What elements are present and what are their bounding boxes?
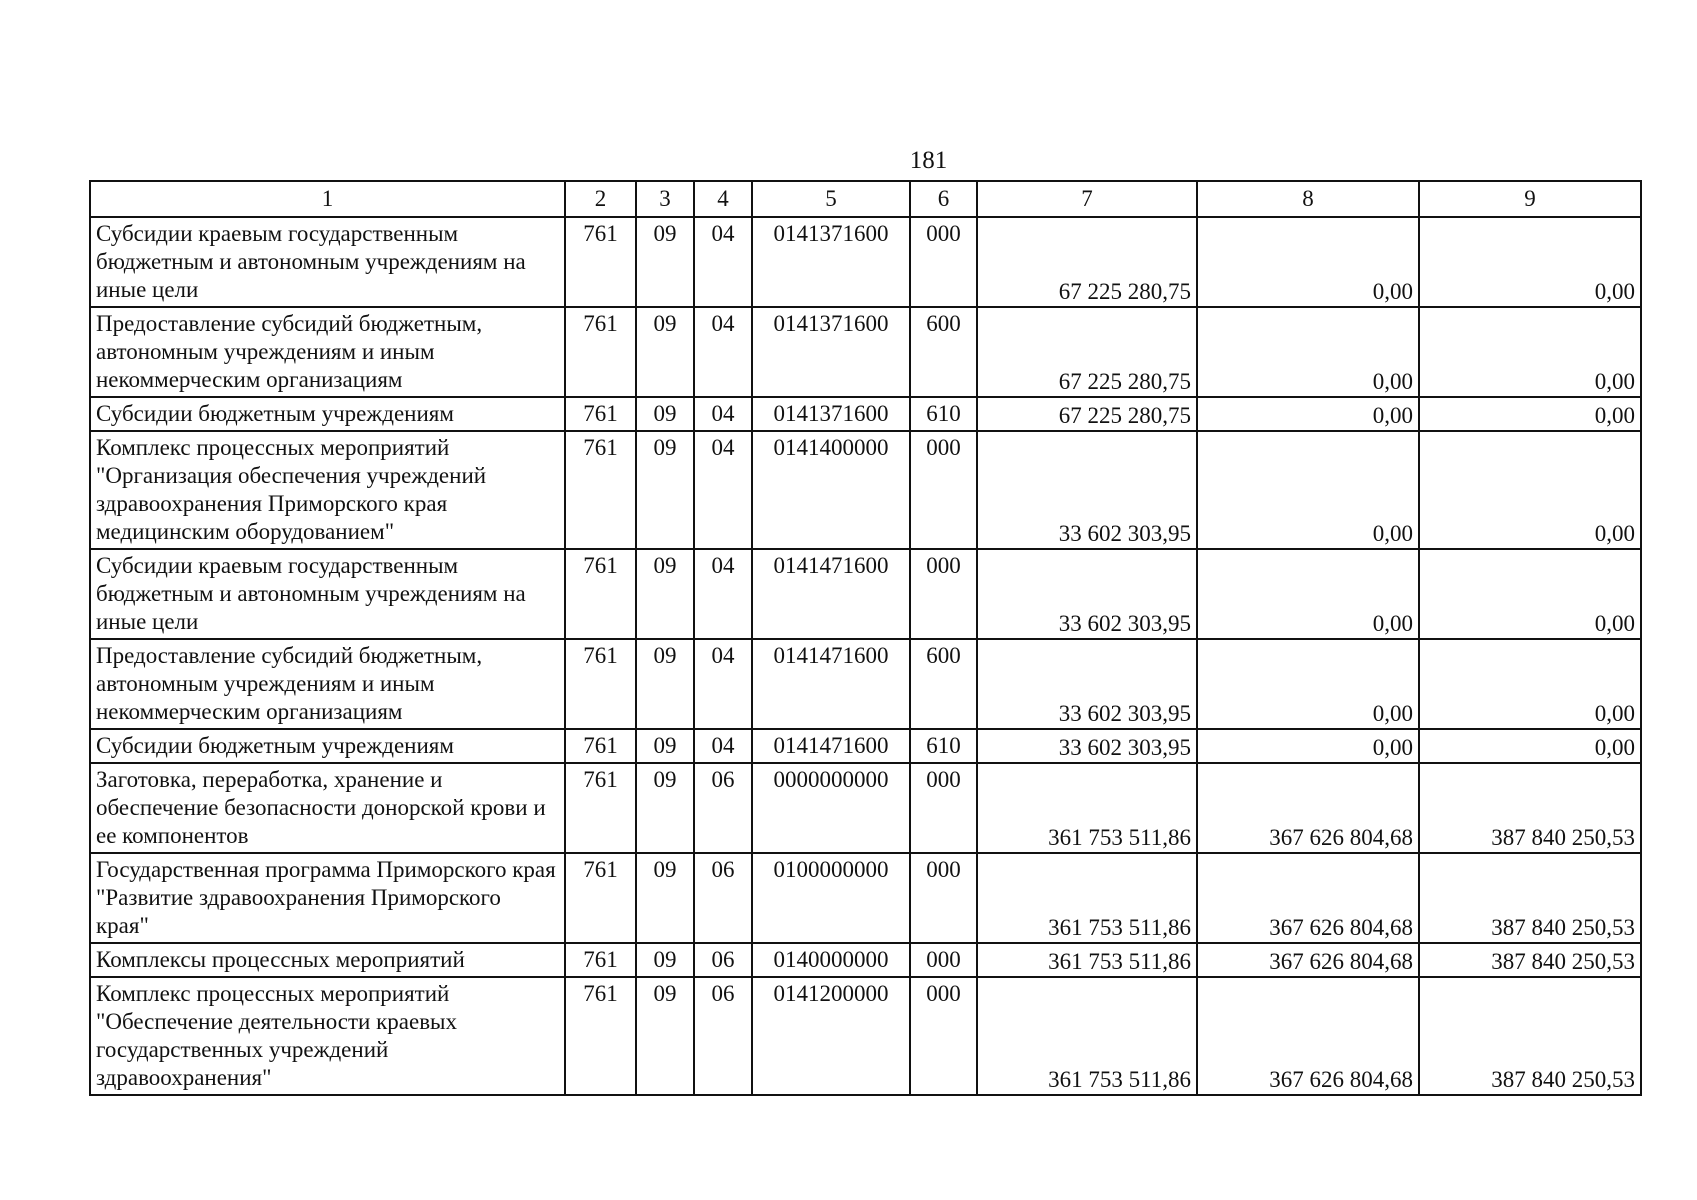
subsection-cell: 06 <box>694 853 752 943</box>
amount-col9-cell: 387 840 250,53 <box>1419 943 1641 977</box>
target-article-cell: 0100000000 <box>752 853 910 943</box>
column-header: 6 <box>910 181 977 217</box>
expense-type-cell: 000 <box>910 431 977 549</box>
row-name-cell: Предоставление субсидий бюджетным, автономным учреждениям и иным некоммерческим организациям <box>90 307 565 397</box>
amount-col8-cell: 367 626 804,68 <box>1197 763 1419 853</box>
target-article-cell: 0141371600 <box>752 397 910 431</box>
expense-type-cell: 600 <box>910 639 977 729</box>
amount-col7-cell: 33 602 303,95 <box>977 729 1197 763</box>
expense-type-cell: 000 <box>910 943 977 977</box>
subsection-cell: 06 <box>694 943 752 977</box>
column-header: 3 <box>636 181 694 217</box>
expense-type-cell: 000 <box>910 549 977 639</box>
amount-col9-cell: 0,00 <box>1419 307 1641 397</box>
section-cell: 09 <box>636 549 694 639</box>
row-name-cell: Субсидии краевым государственным бюджетным и автономным учреждениям на иные цели <box>90 549 565 639</box>
admin-code-cell: 761 <box>565 977 636 1095</box>
admin-code-cell: 761 <box>565 943 636 977</box>
column-header: 2 <box>565 181 636 217</box>
row-name-cell: Предоставление субсидий бюджетным, автономным учреждениям и иным некоммерческим организациям <box>90 639 565 729</box>
target-article-cell: 0000000000 <box>752 763 910 853</box>
subsection-cell: 04 <box>694 729 752 763</box>
column-header: 9 <box>1419 181 1641 217</box>
amount-col9-cell: 387 840 250,53 <box>1419 763 1641 853</box>
row-name-cell: Заготовка, переработка, хранение и обеспечение безопасности донорской крови и ее компонентов <box>90 763 565 853</box>
row-name-cell: Субсидии бюджетным учреждениям <box>90 397 565 431</box>
amount-col7-cell: 361 753 511,86 <box>977 977 1197 1095</box>
amount-col8-cell: 0,00 <box>1197 431 1419 549</box>
section-cell: 09 <box>636 397 694 431</box>
admin-code-cell: 761 <box>565 763 636 853</box>
amount-col7-cell: 361 753 511,86 <box>977 853 1197 943</box>
target-article-cell: 0140000000 <box>752 943 910 977</box>
amount-col7-cell: 33 602 303,95 <box>977 549 1197 639</box>
subsection-cell: 04 <box>694 397 752 431</box>
amount-col8-cell: 0,00 <box>1197 729 1419 763</box>
subsection-cell: 04 <box>694 431 752 549</box>
expense-type-cell: 610 <box>910 397 977 431</box>
amount-col9-cell: 0,00 <box>1419 217 1641 307</box>
amount-col9-cell: 0,00 <box>1419 729 1641 763</box>
table-row <box>90 549 1641 639</box>
column-header: 1 <box>90 181 565 217</box>
table-body <box>90 217 1641 1095</box>
target-article-cell: 0141471600 <box>752 729 910 763</box>
amount-col8-cell: 367 626 804,68 <box>1197 853 1419 943</box>
column-header: 5 <box>752 181 910 217</box>
subsection-cell: 06 <box>694 763 752 853</box>
row-name-cell: Комплекс процессных мероприятий "Обеспечение деятельности краевых государственных учреждений здравоохранения" <box>90 977 565 1095</box>
row-name-cell: Субсидии бюджетным учреждениям <box>90 729 565 763</box>
amount-col8-cell: 367 626 804,68 <box>1197 977 1419 1095</box>
amount-col7-cell: 67 225 280,75 <box>977 397 1197 431</box>
target-article-cell: 0141400000 <box>752 431 910 549</box>
table-row <box>90 307 1641 397</box>
amount-col8-cell: 367 626 804,68 <box>1197 943 1419 977</box>
table-row <box>90 217 1641 307</box>
section-cell: 09 <box>636 307 694 397</box>
column-header: 8 <box>1197 181 1419 217</box>
amount-col9-cell: 0,00 <box>1419 431 1641 549</box>
section-cell: 09 <box>636 431 694 549</box>
subsection-cell: 04 <box>694 307 752 397</box>
table-row <box>90 763 1641 853</box>
expense-type-cell: 000 <box>910 763 977 853</box>
admin-code-cell: 761 <box>565 431 636 549</box>
admin-code-cell: 761 <box>565 397 636 431</box>
amount-col9-cell: 0,00 <box>1419 639 1641 729</box>
subsection-cell: 04 <box>694 217 752 307</box>
amount-col9-cell: 387 840 250,53 <box>1419 977 1641 1095</box>
table-row <box>90 729 1641 763</box>
subsection-cell: 04 <box>694 549 752 639</box>
amount-col8-cell: 0,00 <box>1197 549 1419 639</box>
table-row <box>90 397 1641 431</box>
amount-col7-cell: 361 753 511,86 <box>977 763 1197 853</box>
expense-type-cell: 000 <box>910 977 977 1095</box>
target-article-cell: 0141471600 <box>752 549 910 639</box>
admin-code-cell: 761 <box>565 729 636 763</box>
row-name-cell: Государственная программа Приморского края "Развитие здравоохранения Приморского края" <box>90 853 565 943</box>
target-article-cell: 0141371600 <box>752 307 910 397</box>
target-article-cell: 0141200000 <box>752 977 910 1095</box>
subsection-cell: 06 <box>694 977 752 1095</box>
amount-col9-cell: 0,00 <box>1419 397 1641 431</box>
subsection-cell: 04 <box>694 639 752 729</box>
target-article-cell: 0141471600 <box>752 639 910 729</box>
column-header: 7 <box>977 181 1197 217</box>
admin-code-cell: 761 <box>565 639 636 729</box>
expense-type-cell: 610 <box>910 729 977 763</box>
section-cell: 09 <box>636 217 694 307</box>
section-cell: 09 <box>636 639 694 729</box>
section-cell: 09 <box>636 729 694 763</box>
row-name-cell: Субсидии краевым государственным бюджетным и автономным учреждениям на иные цели <box>90 217 565 307</box>
amount-col7-cell: 67 225 280,75 <box>977 217 1197 307</box>
amount-col8-cell: 0,00 <box>1197 397 1419 431</box>
admin-code-cell: 761 <box>565 549 636 639</box>
amount-col7-cell: 33 602 303,95 <box>977 639 1197 729</box>
row-name-cell: Комплекс процессных мероприятий "Организация обеспечения учреждений здравоохранения Приморского края медицинским оборудованием" <box>90 431 565 549</box>
column-header: 4 <box>694 181 752 217</box>
table-row <box>90 977 1641 1095</box>
row-name-cell: Комплексы процессных мероприятий <box>90 943 565 977</box>
admin-code-cell: 761 <box>565 853 636 943</box>
section-cell: 09 <box>636 763 694 853</box>
expense-type-cell: 000 <box>910 217 977 307</box>
page-number: 181 <box>909 147 948 174</box>
table-row <box>90 639 1641 729</box>
section-cell: 09 <box>636 977 694 1095</box>
section-cell: 09 <box>636 943 694 977</box>
section-cell: 09 <box>636 853 694 943</box>
admin-code-cell: 761 <box>565 217 636 307</box>
amount-col9-cell: 0,00 <box>1419 549 1641 639</box>
budget-table <box>89 180 1642 1096</box>
table-row <box>90 943 1641 977</box>
amount-col7-cell: 33 602 303,95 <box>977 431 1197 549</box>
expense-type-cell: 000 <box>910 853 977 943</box>
amount-col8-cell: 0,00 <box>1197 217 1419 307</box>
amount-col7-cell: 67 225 280,75 <box>977 307 1197 397</box>
header-row <box>90 181 1641 217</box>
amount-col9-cell: 387 840 250,53 <box>1419 853 1641 943</box>
expense-type-cell: 600 <box>910 307 977 397</box>
amount-col7-cell: 361 753 511,86 <box>977 943 1197 977</box>
table-row <box>90 853 1641 943</box>
table-row <box>90 431 1641 549</box>
target-article-cell: 0141371600 <box>752 217 910 307</box>
admin-code-cell: 761 <box>565 307 636 397</box>
amount-col8-cell: 0,00 <box>1197 639 1419 729</box>
amount-col8-cell: 0,00 <box>1197 307 1419 397</box>
